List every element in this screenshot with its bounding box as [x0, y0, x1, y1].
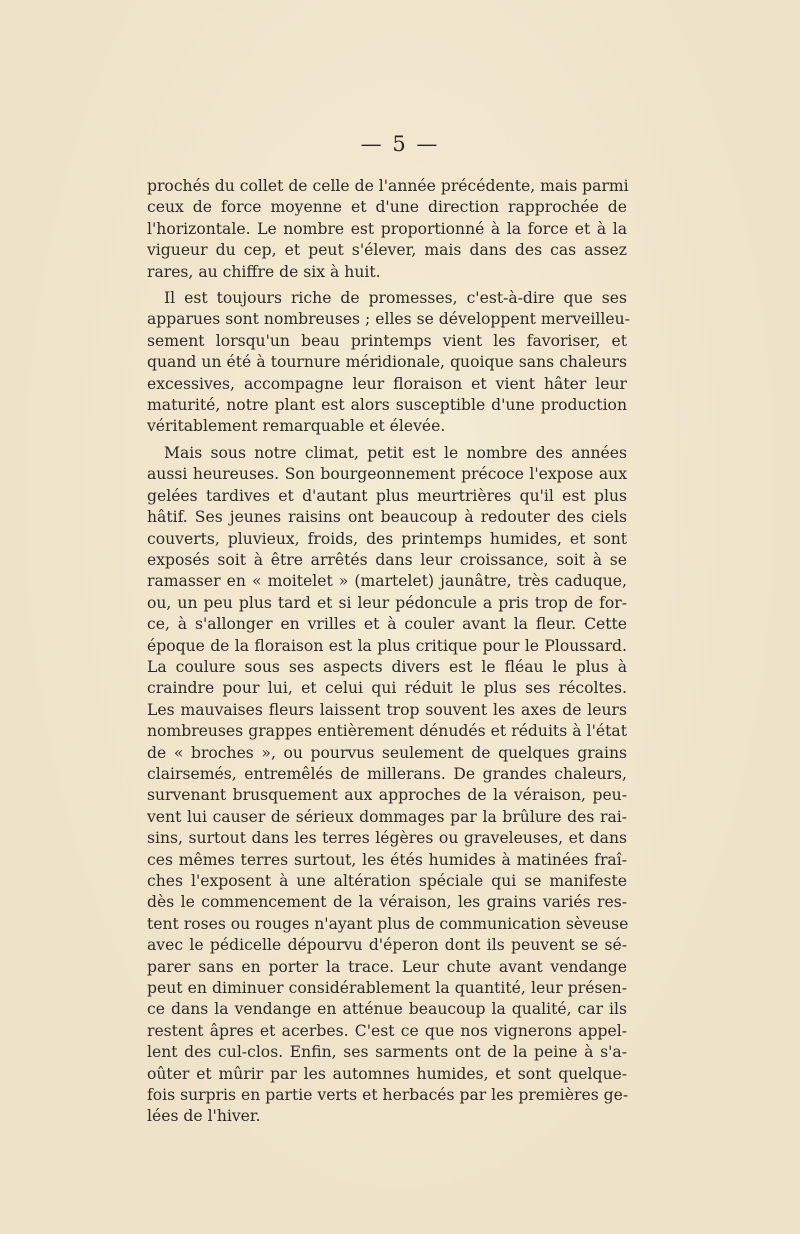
text-line: ou, un peu plus tard et si leur pédoncule a pris trop de for- — [147, 593, 627, 612]
text-line: quand un été à tournure méridionale, quoique sans chaleurs — [147, 353, 627, 372]
text-line: tent roses ou rouges n'ayant plus de communication sèveuse — [147, 914, 629, 933]
text-line: clairsemés, entremêlés de millerans. De grandes chaleurs, — [147, 764, 627, 783]
text-line: exposés soit à être arrêtés dans leur croissance, soit à se — [147, 550, 627, 569]
text-line: vigueur du cep, et peut s'élever, mais dans des cas assez — [147, 241, 627, 260]
text-line: ceux de force moyenne et d'une direction rapprochée de — [147, 198, 627, 217]
text-line: véritablement remarquable et élevée. — [147, 417, 446, 436]
text-line: prochés du collet de celle de l'année précédente, mais parmi — [147, 177, 629, 195]
paragraph-1 — [147, 176, 627, 283]
text-line: ce dans la vendange en atténue beaucoup la qualité, car ils — [147, 1000, 627, 1019]
paragraph-2 — [147, 288, 630, 438]
text-line: hâtif. Ses jeunes raisins ont beaucoup à redouter des ciels — [147, 508, 627, 527]
text-line: parer sans en porter la trace. Leur chute avant vendange — [147, 957, 627, 976]
text-line: maturité, notre plant est alors susceptible d'une production — [147, 396, 627, 415]
text-line: Les mauvaises fleurs laissent trop souvent les axes de leurs — [147, 700, 627, 719]
text-line: craindre pour lui, et celui qui réduit le plus ses récoltes. — [147, 679, 627, 698]
text-line: ramasser en « moitelet » (martelet) jaunâtre, très caduque, — [147, 572, 627, 591]
text-line: fois surpris en partie verts et herbacés par les premières ge- — [147, 1086, 629, 1105]
text-line: La coulure sous ses aspects divers est le fléau le plus à — [147, 657, 627, 676]
text-line: lent des cul-clos. Enfin, ses sarments ont de la peine à s'a- — [147, 1043, 627, 1062]
text-line: lées de l'hiver. — [147, 1107, 261, 1126]
page-number: — 5 — — [360, 132, 440, 156]
text-line: apparues sont nombreuses ; elles se développent merveilleu- — [147, 310, 630, 329]
paragraph-3 — [147, 443, 627, 1128]
text-line: restent âpres et acerbes. C'est ce que nos vignerons appel- — [147, 1021, 627, 1040]
text-line: gelées tardives et d'autant plus meurtrières qu'il est plus — [147, 486, 627, 505]
text-line: aussi heureuses. Son bourgeonnement précoce l'expose aux — [147, 465, 627, 484]
text-line: ces mêmes terres surtout, les étés humides à matinées fraî- — [147, 850, 627, 869]
text-line: oûter et mûrir par les automnes humides, et sont quelque- — [147, 1064, 627, 1083]
text-line: rares, au chiffre de six à huit. — [147, 262, 381, 281]
text-line: peut en diminuer considérablement la quantité, leur présen- — [147, 979, 627, 998]
text-line: sins, surtout dans les terres légères ou graveleuses, et dans — [147, 829, 627, 848]
text-line: Mais sous notre climat, petit est le nombre des années — [164, 443, 627, 462]
text-line: de « broches », ou pourvus seulement de quelques grains — [147, 743, 627, 762]
text-line: ches l'exposent à une altération spéciale qui se manifeste — [147, 872, 627, 890]
text-line: nombreuses grappes entièrement dénudés et réduits à l'état — [147, 722, 627, 741]
text-line: couverts, pluvieux, froids, des printemps humides, et sont — [147, 529, 627, 548]
text-line: sement lorsqu'un beau printemps vient les favoriser, et — [147, 331, 627, 350]
text-line: avec le pédicelle dépourvu d'éperon dont ils peuvent se sé- — [147, 936, 627, 955]
body-text — [147, 176, 630, 1128]
text-line: dès le commencement de la véraison, les grains variés res- — [147, 893, 627, 912]
text-line: survenant brusquement aux approches de la véraison, peu- — [147, 786, 627, 805]
text-line: époque de la floraison est la plus critique pour le Ploussard. — [147, 636, 627, 655]
text-line: Il est toujours riche de promesses, c'est-à-dire que ses — [164, 289, 627, 308]
text-line: vent lui causer de sérieux dommages par la brûlure des rai- — [147, 807, 627, 826]
text-line: l'horizontale. Le nombre est proportionné à la force et à la — [147, 219, 627, 238]
text-line: excessives, accompagne leur floraison et vient hâter leur — [147, 374, 627, 393]
text-line: ce, à s'allonger en vrilles et à couler avant la fleur. Cette — [147, 615, 627, 634]
